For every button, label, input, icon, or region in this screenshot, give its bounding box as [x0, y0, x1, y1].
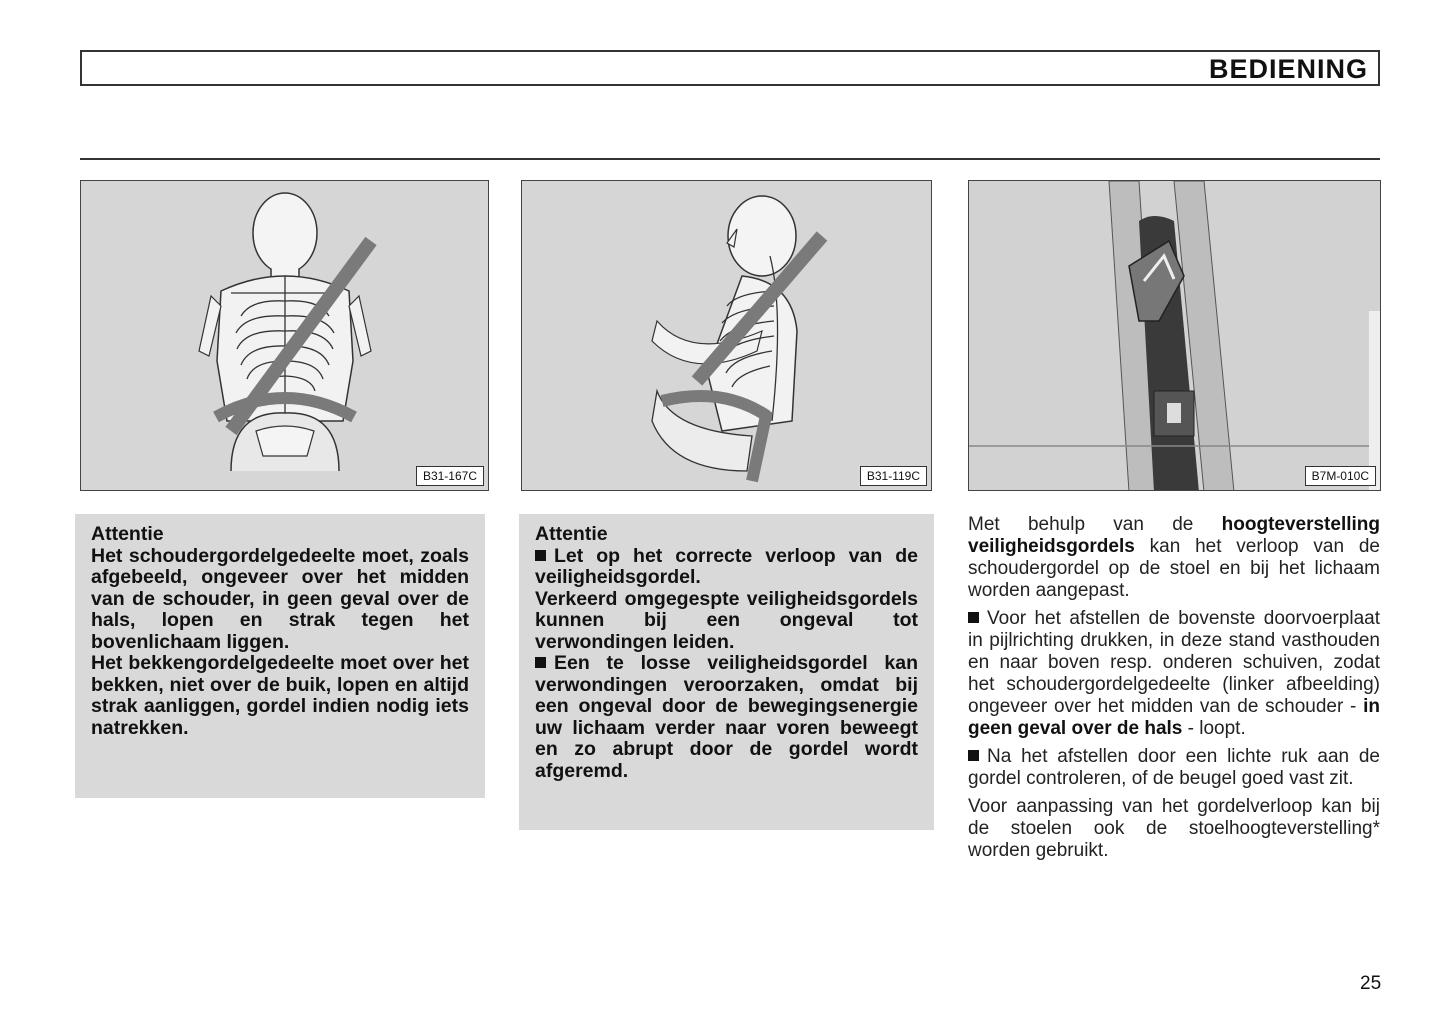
section-title: BEDIENING [1208, 54, 1368, 84]
page-number: 25 [1360, 973, 1382, 994]
body-text-column [968, 514, 1380, 868]
warning-item-1 [535, 546, 918, 589]
figure-height-adjuster [968, 180, 1381, 491]
figure-front-skeleton [80, 180, 489, 491]
warning-item-2-text: Een te losse veiligheidsgordel kan verwondingen veroorzaken, omdat bij een ongeval door de bewegingsenergie uw lichaam verder naar voren beweegt en zo abrupt door de gordel wordt afgeremd. [535, 652, 918, 782]
figure-label: B31-119C [860, 466, 927, 486]
warning-item-1-text: Let op het correcte verloop van de veiligheidsgordel. [535, 544, 918, 588]
bullet-icon [535, 550, 546, 561]
text-span: - loopt. [1182, 718, 1246, 739]
warning-item-2 [535, 653, 918, 782]
figure-side-skeleton [521, 180, 932, 491]
paragraph-adjust [968, 608, 1380, 740]
text-span: Na het afstellen door een lichte ruk aan de gordel controleren, of de beugel goed vast zit. [968, 746, 1380, 789]
warning-text-2: Het bekkengordelgedeelte moet over het bekken, niet over de buik, lopen en altijd strak aanliggen, gordel indien nodig iets natrekken. [91, 652, 469, 739]
text-span: Met behulp van de [968, 514, 1222, 535]
figure-label: B7M-010C [1305, 466, 1376, 486]
paragraph-seat-height: Voor aanpassing van het gordelverloop kan bij de stoelen ook de stoelhoogteverstelling* worden gebruikt. [968, 796, 1380, 861]
text-span: Voor het afstellen de bovenste doorvoerplaat in pijlrichting drukken, in deze stand vasthouden en naar boven resp. onderen schuiven, zodat het schoudergordelgedeelte (linker afbeelding) ongeveer over het midden van de schouder - [968, 608, 1380, 717]
skeleton-front-illustration [81, 181, 489, 491]
bullet-icon [968, 750, 979, 761]
text-span: kan het verloop van de schoudergordel op de stoel en bij het lichaam worden aangepast. [968, 536, 1380, 601]
warning-title: Attentie [91, 523, 164, 545]
header-bar [80, 50, 1380, 86]
skeleton-side-illustration [522, 181, 932, 491]
belt-height-adjuster-illustration [969, 181, 1381, 491]
paragraph-intro [968, 514, 1380, 602]
bold-term: in geen geval over de hals [968, 696, 1380, 739]
horizontal-rule [80, 158, 1380, 160]
warning-item-1b: Verkeerd omgegespte veiligheidsgordels kunnen bij een ongeval tot verwondingen leiden. [535, 587, 918, 653]
bold-term: hoogteverstelling veiligheidsgordels [968, 514, 1380, 557]
bullet-icon [535, 657, 546, 668]
bullet-icon [968, 612, 979, 623]
figure-label: B31-167C [416, 466, 484, 486]
warning-title: Attentie [535, 523, 608, 545]
warning-text: Het schoudergordelgedeelte moet, zoals afgebeeld, ongeveer over het midden van de schouder, in geen geval over de hals, lopen en strak tegen het bovenlichaam liggen. [91, 544, 469, 653]
warning-box-1 [75, 514, 485, 798]
paragraph-check [968, 746, 1380, 790]
warning-box-2 [519, 514, 934, 830]
